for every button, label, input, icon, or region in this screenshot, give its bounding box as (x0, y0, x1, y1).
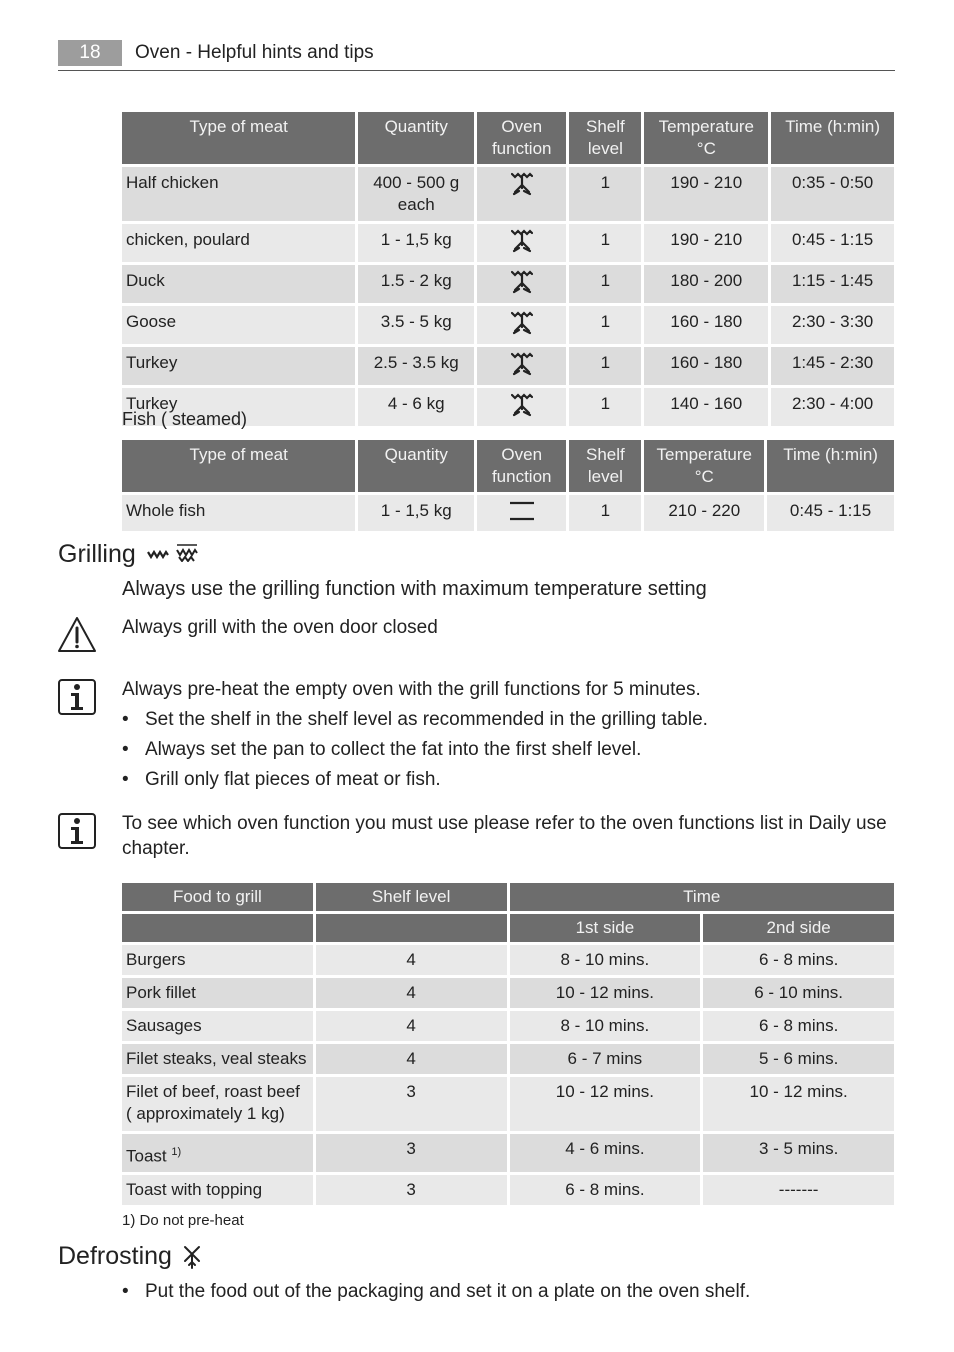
cell-2nd-side: ------- (703, 1175, 894, 1205)
header-rule (58, 70, 895, 71)
cell-oven-function (477, 495, 566, 531)
cell-temperature: 180 - 200 (644, 265, 768, 303)
turbo-grilling-icon (511, 352, 533, 376)
table-row (122, 1011, 894, 1041)
cell-time: 0:45 - 1:15 (767, 495, 894, 531)
cell-time: 1:45 - 2:30 (771, 347, 894, 385)
bullet-dot: • (122, 1281, 129, 1302)
cell-meat: chicken, poulard (122, 224, 355, 262)
cell-food-line: Filet of beef, roast beef (126, 1082, 300, 1101)
table-row (122, 167, 894, 221)
cell-2nd-side: 6 - 8 mins. (703, 1011, 894, 1041)
cell-food: Burgers (122, 945, 313, 975)
col-header-temperature: Temperature °C (644, 112, 768, 164)
col-header-shelf: Shelf level (316, 883, 507, 911)
cell-meat: Turkey (122, 347, 355, 385)
turbo-grilling-icon (511, 172, 533, 196)
cell-food (122, 1077, 313, 1131)
col-header-quantity: Quantity (358, 112, 474, 164)
col-header-type: Type of meat (122, 112, 355, 164)
col-header-temperature: Temperature °C (644, 440, 764, 492)
col-subheader-empty (316, 914, 507, 942)
cell-temperature: 210 - 220 (644, 495, 764, 531)
turbo-grilling-icon (511, 393, 533, 417)
footnote-mark: 1) (171, 1146, 182, 1158)
info-text-oven-functions (122, 811, 887, 861)
cell-shelf: 4 (316, 1044, 507, 1074)
info-icon (57, 678, 97, 716)
cell-oven-function (477, 306, 566, 344)
col-subheader-empty (122, 914, 313, 942)
col-header-type: Type of meat (122, 440, 355, 492)
cell-temperature: 190 - 210 (644, 167, 768, 221)
cell-shelf: 1 (569, 167, 641, 221)
cell-oven-function (477, 388, 566, 426)
cell-shelf: 3 (316, 1077, 507, 1131)
cell-food: Filet steaks, veal steaks (122, 1044, 313, 1074)
info-text-line: chapter. (122, 838, 190, 859)
col-header-oven-function: Oven function (477, 440, 566, 492)
cell-quantity: 1 - 1,5 kg (358, 495, 474, 531)
cell-shelf: 1 (569, 495, 641, 531)
cell-1st-side: 4 - 6 mins. (510, 1134, 701, 1172)
meat-roasting-table (119, 109, 897, 429)
cell-meat: Half chicken (122, 167, 355, 221)
table-header-row (122, 112, 894, 164)
table-subheader-row (122, 914, 894, 942)
defrost-icon (181, 1244, 203, 1270)
cell-meat: Whole fish (122, 495, 355, 531)
cell-shelf: 1 (569, 306, 641, 344)
cell-1st-side: 8 - 10 mins. (510, 945, 701, 975)
warning-text: Always grill with the oven door closed (122, 617, 438, 638)
cell-oven-function (477, 347, 566, 385)
cell-1st-side: 8 - 10 mins. (510, 1011, 701, 1041)
bullet-dot: • (122, 739, 129, 760)
list-item-text: Set the shelf in the shelf level as recommended in the grilling table. (145, 709, 708, 730)
table-row (122, 224, 894, 262)
defrosting-title: Defrosting (58, 1242, 172, 1270)
cell-1st-side: 10 - 12 mins. (510, 978, 701, 1008)
cell-food-text: Toast (126, 1146, 167, 1166)
cell-shelf: 3 (316, 1175, 507, 1205)
list-item-text: Grill only flat pieces of meat or fish. (145, 769, 441, 790)
fish-table-caption: Fish ( steamed) (122, 409, 248, 429)
table-row (122, 978, 894, 1008)
cell-time: 0:35 - 0:50 (771, 167, 894, 221)
col-header-time: Time (h:min) (771, 112, 894, 164)
cell-oven-function (477, 265, 566, 303)
cell-food (122, 1134, 313, 1172)
cell-food: Toast with topping (122, 1175, 313, 1205)
cell-time: 1:15 - 1:45 (771, 265, 894, 303)
bullet-dot: • (122, 769, 129, 790)
cell-shelf: 1 (569, 347, 641, 385)
turbo-grilling-icon (511, 270, 533, 294)
cell-2nd-side: 10 - 12 mins. (703, 1077, 894, 1131)
cell-1st-side: 6 - 8 mins. (510, 1175, 701, 1205)
cell-meat: Goose (122, 306, 355, 344)
cell-shelf: 4 (316, 945, 507, 975)
cell-time: 2:30 - 4:00 (771, 388, 894, 426)
table-row (122, 495, 894, 531)
col-header-1st-side: 1st side (510, 914, 701, 942)
cell-shelf: 4 (316, 978, 507, 1008)
cell-time: 0:45 - 1:15 (771, 224, 894, 262)
cell-shelf: 4 (316, 1011, 507, 1041)
cell-food: Pork fillet (122, 978, 313, 1008)
col-header-shelf: Shelf level (569, 440, 641, 492)
table-row (122, 306, 894, 344)
table-row (122, 1077, 894, 1131)
cell-meat: Turkey (122, 388, 355, 426)
cell-2nd-side: 6 - 10 mins. (703, 978, 894, 1008)
cell-shelf: 1 (569, 388, 641, 426)
cell-shelf: 3 (316, 1134, 507, 1172)
cell-meat: Duck (122, 265, 355, 303)
table-row (122, 1175, 894, 1205)
cell-food: Sausages (122, 1011, 313, 1041)
col-header-time: Time (510, 883, 895, 911)
cell-quantity: 1 - 1,5 kg (358, 224, 474, 262)
cell-quantity: 400 - 500 g each (358, 167, 474, 221)
cell-2nd-side: 5 - 6 mins. (703, 1044, 894, 1074)
cell-shelf: 1 (569, 224, 641, 262)
list-item-text: Put the food out of the packaging and set it on a plate on the oven shelf. (145, 1281, 751, 1302)
grilling-heading (58, 540, 198, 569)
table-row (122, 265, 894, 303)
table-header-row (122, 883, 894, 911)
cell-quantity: 1.5 - 2 kg (358, 265, 474, 303)
cell-shelf: 1 (569, 265, 641, 303)
table-row (122, 1134, 894, 1172)
page-number: 18 (58, 40, 122, 66)
cell-time: 2:30 - 3:30 (771, 306, 894, 344)
conventional-cooking-icon (509, 500, 535, 522)
bullet-dot: • (122, 709, 129, 730)
cell-1st-side: 10 - 12 mins. (510, 1077, 701, 1131)
col-header-2nd-side: 2nd side (703, 914, 894, 942)
grilling-title: Grilling (58, 540, 136, 568)
cell-temperature: 160 - 180 (644, 306, 768, 344)
col-header-time: Time (h:min) (767, 440, 894, 492)
running-header-title: Oven - Helpful hints and tips (135, 42, 374, 63)
cell-oven-function (477, 224, 566, 262)
cell-2nd-side: 3 - 5 mins. (703, 1134, 894, 1172)
cell-temperature: 140 - 160 (644, 388, 768, 426)
turbo-grilling-icon (511, 311, 533, 335)
warning-icon (57, 616, 97, 654)
list-item-text: Always set the pan to collect the fat into the first shelf level. (145, 739, 642, 760)
table-header-row (122, 440, 894, 492)
info-icon (57, 812, 97, 850)
fast-grill-icon (176, 544, 198, 562)
cell-temperature: 190 - 210 (644, 224, 768, 262)
col-header-quantity: Quantity (358, 440, 474, 492)
grilling-intro: Always use the grilling function with maximum temperature setting (122, 578, 707, 600)
grilling-table (119, 880, 897, 1208)
col-header-shelf: Shelf level (569, 112, 641, 164)
fish-table (119, 437, 897, 534)
col-header-oven-function: Oven function (477, 112, 566, 164)
cell-2nd-side: 6 - 8 mins. (703, 945, 894, 975)
cell-temperature: 160 - 180 (644, 347, 768, 385)
cell-quantity: 4 - 6 kg (358, 388, 474, 426)
grill-icon (147, 548, 169, 562)
cell-1st-side: 6 - 7 mins (510, 1044, 701, 1074)
info-text-preheat: Always pre-heat the empty oven with the grill functions for 5 minutes. (122, 679, 701, 700)
cell-quantity: 3.5 - 5 kg (358, 306, 474, 344)
col-header-food: Food to grill (122, 883, 313, 911)
defrosting-heading (58, 1242, 203, 1271)
info-text-line: To see which oven function you must use please refer to the oven functions list in Daily use (122, 813, 887, 834)
table-row (122, 1044, 894, 1074)
turbo-grilling-icon (511, 229, 533, 253)
cell-food-line: ( approximately 1 kg) (126, 1104, 285, 1123)
table-row (122, 945, 894, 975)
table-footnote: 1) Do not pre-heat (122, 1212, 244, 1229)
cell-oven-function (477, 167, 566, 221)
cell-quantity: 2.5 - 3.5 kg (358, 347, 474, 385)
table-row (122, 347, 894, 385)
